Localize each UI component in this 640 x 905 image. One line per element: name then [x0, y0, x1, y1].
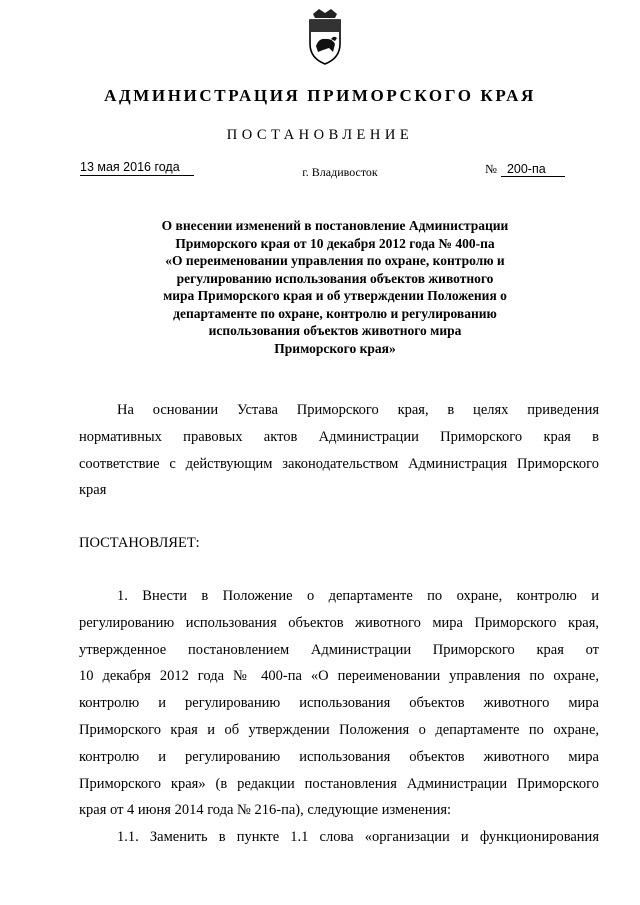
- document-city: г. Владивосток: [302, 165, 378, 179]
- item-1-line: 1. Внести в Положение о департаменте по охране, контролю и: [117, 588, 599, 604]
- preamble-line: На основании Устава Приморского края, в целях приведения: [117, 402, 599, 418]
- document-number-field: [485, 162, 565, 177]
- document-title: [120, 217, 550, 357]
- preamble-paragraph: [79, 397, 599, 504]
- item-1-line: 10 декабря 2012 года № 400-па «О переименовании управления по охране,: [79, 668, 599, 685]
- title-line: «О переименовании управления по охране, контролю и: [165, 253, 505, 268]
- item-1-line: контролю и регулированию использования объектов животного мира: [79, 695, 599, 712]
- title-line: департаменте по охране, контролю и регулированию: [173, 305, 497, 321]
- document-type: ПОСТАНОВЛЕНИЕ: [226, 127, 414, 143]
- document-date: 13 мая 2016 года: [80, 160, 194, 176]
- title-line: Приморского края от 10 декабря 2012 года № 400-па: [175, 235, 495, 251]
- preamble-line: соответствие с действующим законодательством Администрация Приморского: [79, 455, 599, 472]
- title-line: регулированию использования объектов животного: [176, 270, 494, 286]
- document-number: 200-па: [501, 162, 565, 177]
- item-1-line: Приморского края и об утверждении Положения о департаменте по охране,: [79, 721, 599, 738]
- item-1-line: контролю и регулированию использования объектов животного мира: [79, 748, 599, 765]
- coat-of-arms-icon: [305, 8, 345, 66]
- number-sign: №: [485, 162, 497, 176]
- preamble-line: нормативных правовых актов Администрации Приморского края в: [79, 428, 599, 445]
- preamble-line: края: [79, 482, 107, 499]
- title-line: мира Приморского края и об утверждении Положения о: [163, 288, 507, 303]
- organization-name: АДМИНИСТРАЦИЯ ПРИМОРСКОГО КРАЯ: [104, 86, 536, 105]
- item-1-line: края от 4 июня 2014 года № 216-па), следующие изменения:: [79, 802, 452, 819]
- item-1-1-line: 1.1. Заменить в пункте 1.1 слова «организации и функционирования: [117, 829, 599, 846]
- item-1-line: регулированию использования объектов животного мира Приморского края,: [79, 614, 599, 631]
- decree-word: ПОСТАНОВЛЯЕТ:: [79, 535, 200, 551]
- item-1-line: утвержденное постановлением Администрации Приморского края от: [79, 641, 599, 658]
- title-line: использования объектов животного мира: [208, 323, 462, 338]
- title-line: О внесении изменений в постановление Администрации: [161, 218, 509, 233]
- item-1-line: Приморского края» (в редакции постановления Администрации Приморского: [79, 775, 599, 792]
- title-line: Приморского края»: [274, 340, 396, 356]
- item-1-paragraph: [79, 583, 599, 851]
